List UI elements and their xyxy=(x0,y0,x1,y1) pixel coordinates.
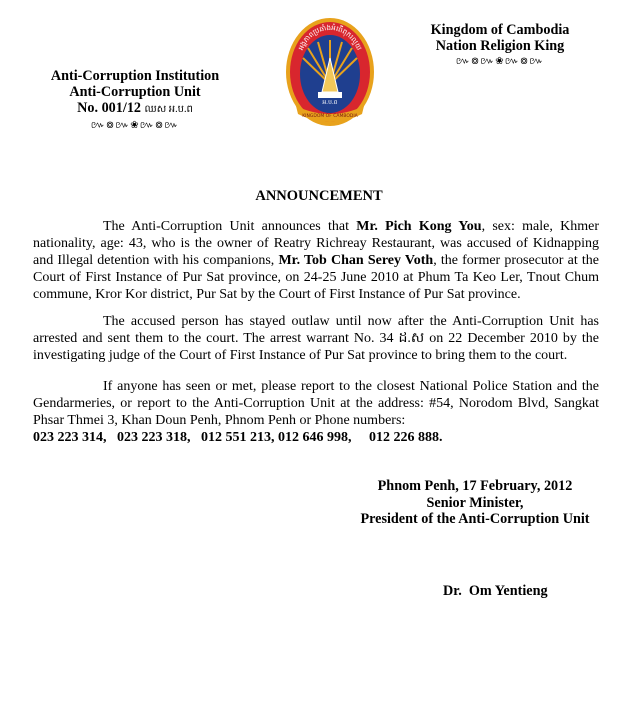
companion-name: Mr. Tob Chan Serey Voth xyxy=(278,253,434,268)
left-ornament: ៚៙៚❀៚៙៚ xyxy=(90,120,180,131)
kingdom-header xyxy=(400,22,600,70)
seal-ribbon-text: KINGDOM OF CAMBODIA xyxy=(302,114,358,119)
document-number-suffix: ឈស អ.ប.ព xyxy=(144,104,193,115)
right-ornament: ៚៙៚❀៚៙៚ xyxy=(455,56,545,67)
paragraph-report-request: If anyone has seen or met, please report to the closest National Police Station and the Gendarmeries, or report to the Anti-Corruption Unit at the address: #54, Norodom Blvd, Sangkat Phsar Thmei 3, Khan Doun Penh, Phnom Penh or Phone numbers: xyxy=(33,379,599,428)
announcement-title: ANNOUNCEMENT xyxy=(255,188,383,204)
issuer-unit: Anti-Corruption Unit xyxy=(69,84,201,100)
signature-block xyxy=(330,478,620,528)
kingdom-name: Kingdom of Cambodia xyxy=(430,22,570,38)
paragraph-accusation: The Anti-Corruption Unit announces that Mr. Pich Kong You, sex: male, Khmer nationality, age: 43, who is the owner of Reatry Richreay Restaurant, was accused of Kidnapping and Illegal detention with his companions, Mr. Tob Chan Serey Voth, the former prosecutor at the Court of First Instance of Pur Sat province, on 24-25 June 2010 at Phum Ta Keo Ler, Tnout Chum commune, Kror Kor district, Pur Sat by the Court of First Instance of Pur Sat province. xyxy=(33,219,600,302)
anti-corruption-seal-icon xyxy=(284,14,376,138)
seal-top-text: អង្គភាពប្រឆាំងអំពើពុករលួយ xyxy=(296,23,364,52)
signer-title: Senior Minister, xyxy=(426,494,524,511)
document-number-value: No. 001/12 xyxy=(77,100,141,116)
signer-name: Dr. Om Yentieng xyxy=(443,583,548,599)
document-number xyxy=(25,100,245,118)
issuer-header xyxy=(25,68,245,134)
phone-numbers: 023 223 314, 023 223 318, 012 551 213, 012 646 998, 012 226 888. xyxy=(33,430,443,445)
signer-office: President of the Anti-Corruption Unit xyxy=(360,511,590,527)
accused-name: Mr. Pich Kong You xyxy=(356,219,482,234)
paragraph-warrant: The accused person has stayed outlaw until now after the Anti-Corruption Unit has arrested and sent them to the court. The arrest warrant No. 34 ដ.ស on 22 December 2010 by the investigating judge of the Court of First Instance of Pur Sat province to bring them to the court. xyxy=(33,314,599,363)
kingdom-motto: Nation Religion King xyxy=(435,38,565,54)
seal-bottom-text: អ.ប.ព xyxy=(322,99,338,106)
place-date: Phnom Penh, 17 February, 2012 xyxy=(377,478,573,494)
issuer-institution: Anti-Corruption Institution xyxy=(50,68,220,84)
